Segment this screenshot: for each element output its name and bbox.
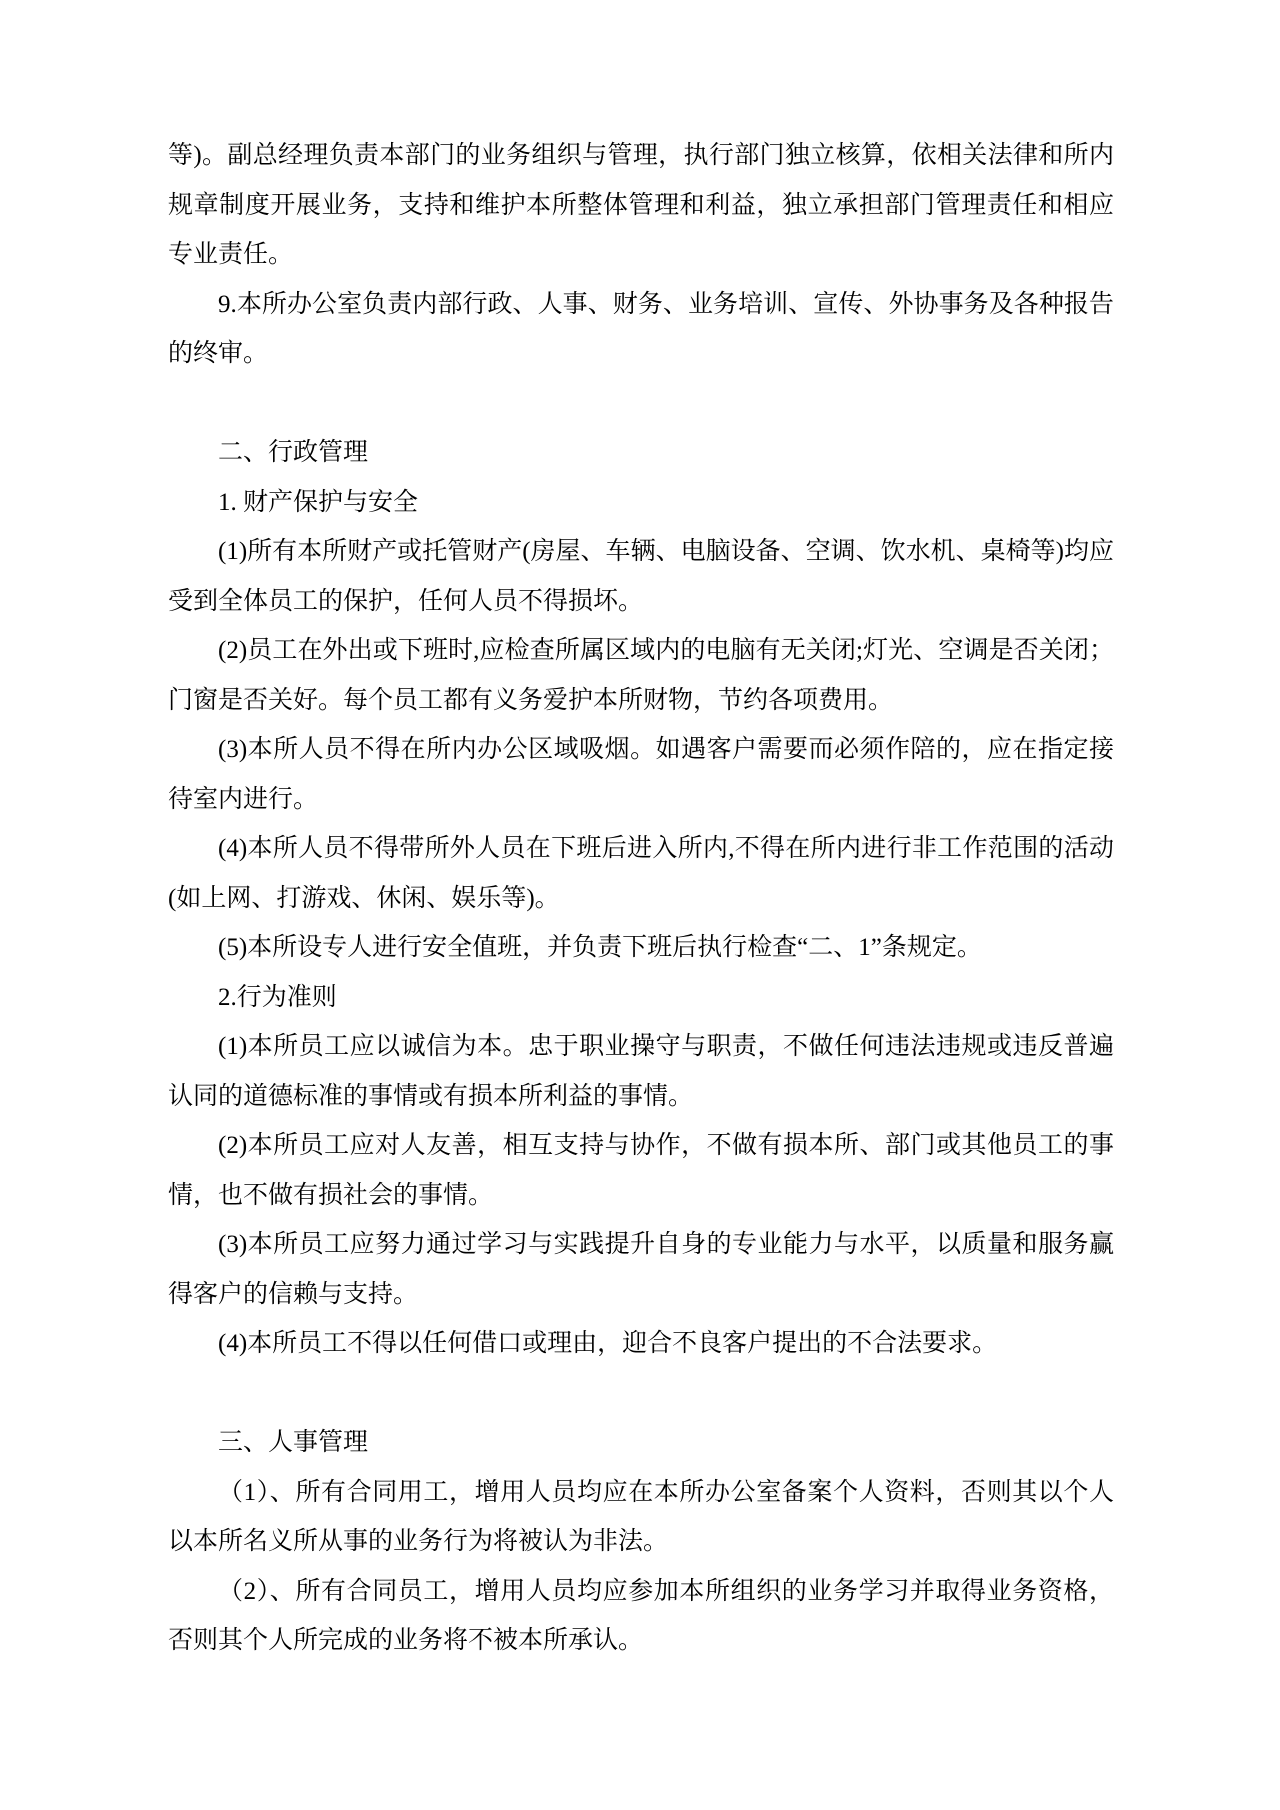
paragraph-conduct-rule-3: (3)本所员工应努力通过学习与实践提升自身的专业能力与水平，以质量和服务赢得客户的信赖与支持。	[168, 1231, 1114, 1308]
paragraph-conduct-rule-4: (4)本所员工不得以任何借口或理由，迎合不良客户提出的不合法要求。	[218, 1330, 998, 1357]
paragraph-property-rule-2: (2)员工在外出或下班时,应检查所属区域内的电脑有无关闭;灯光、空调是否关闭；门窗是否关好。每个员工都有义务爱护本所财物，节约各项费用。	[168, 637, 1114, 714]
paragraph-property-rule-5: (5)本所设专人进行安全值班，并负责下班后执行检查“二、1”条规定。	[218, 934, 982, 961]
paragraph-personnel-rule-2: （2）、所有合同员工，增用人员均应参加本所组织的业务学习并取得业务资格，否则其个人所完成的业务将不被本所承认。	[168, 1577, 1114, 1654]
paragraph-property-rule-1: (1)所有本所财产或托管财产(房屋、车辆、电脑设备、空调、饮水机、桌椅等)均应受到全体员工的保护，任何人员不得损坏。	[168, 538, 1114, 615]
paragraph-office-duties: 9.本所办公室负责内部行政、人事、财务、业务培训、宣传、外协事务及各种报告的终审。	[168, 290, 1114, 367]
paragraph-conduct-rule-1: (1)本所员工应以诚信为本。忠于职业操守与职责，不做任何违法违规或违反普遍认同的道德标准的事情或有损本所利益的事情。	[168, 1033, 1114, 1110]
paragraph-property-rule-4: (4)本所人员不得带所外人员在下班后进入所内,不得在所内进行非工作范围的活动(如上网、打游戏、休闲、娱乐等)。	[168, 835, 1114, 912]
paragraph-personnel-rule-1: （1）、所有合同用工，增用人员均应在本所办公室备案个人资料，否则其以个人以本所名义所从事的业务行为将被认为非法。	[168, 1478, 1114, 1555]
heading-personnel-management: 三、人事管理	[218, 1429, 369, 1456]
heading-admin-management: 二、行政管理	[218, 439, 369, 466]
paragraph-property-rule-3: (3)本所人员不得在所内办公区域吸烟。如遇客户需要而必须作陪的，应在指定接待室内进行。	[168, 736, 1114, 813]
heading-code-of-conduct: 2.行为准则	[218, 983, 337, 1011]
blank-line	[168, 1369, 1114, 1419]
paragraph-conduct-rule-2: (2)本所员工应对人友善，相互支持与协作，不做有损本所、部门或其他员工的事情，也不做有损社会的事情。	[168, 1132, 1114, 1209]
paragraph-dept-responsibility: 等)。副总经理负责本部门的业务组织与管理，执行部门独立核算，依相关法律和所内规章制度开展业务，支持和维护本所整体管理和利益，独立承担部门管理责任和相应专业责任。	[168, 142, 1114, 268]
blank-line	[168, 379, 1114, 429]
heading-property-protection: 1. 财产保护与安全	[218, 488, 419, 516]
